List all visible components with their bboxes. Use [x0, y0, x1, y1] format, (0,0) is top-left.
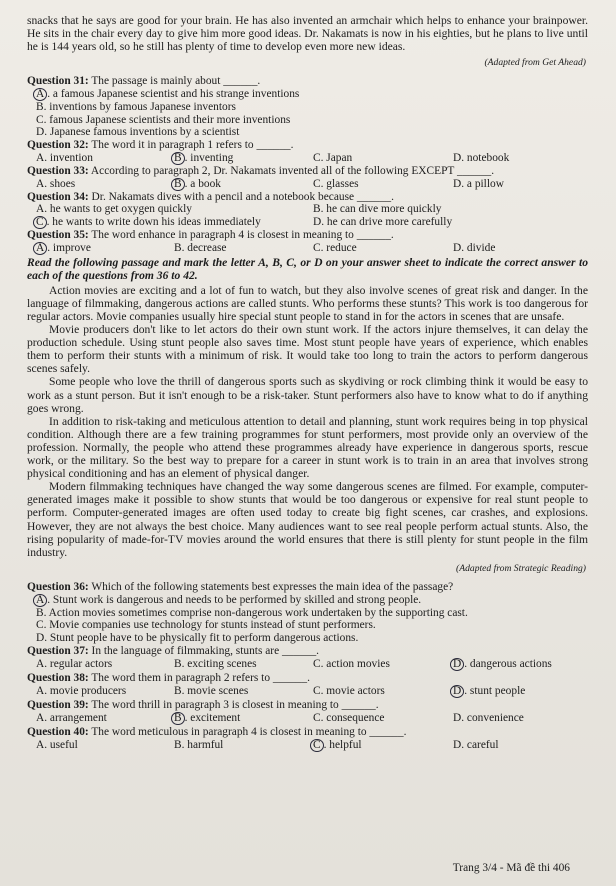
question-stem	[27, 165, 588, 178]
question-text: The passage is mainly about ______.	[88, 75, 261, 88]
answer-option[interactable]: D. Japanese famous inventions by a scientist	[36, 126, 240, 139]
answer-option[interactable]: B . a book	[165, 178, 304, 191]
answer-option[interactable]: C. action movies	[313, 658, 390, 671]
answer-option[interactable]: C. Movie companies use technology for stunts instead of stunt performers.	[36, 619, 376, 632]
section-instruction: Read the following passage and mark the letter A, B, C, or D on your answer sheet to indicate the correct answer to each of the questions from 36 to 42.	[27, 255, 588, 282]
answer-option[interactable]: A . a famous Japanese scientist and his strange inventions	[27, 88, 588, 101]
answer-option[interactable]: A. regular actors	[36, 658, 113, 671]
page-footer: Trang 3/4 - Mã đề thi 406	[452, 862, 570, 874]
answer-option[interactable]: D. Stunt people have to be physically fit to perform dangerous actions.	[36, 631, 359, 644]
question-item	[27, 581, 588, 644]
answer-option[interactable]: A. he wants to get oxygen quickly	[36, 203, 192, 216]
answer-option[interactable]: D. divide	[453, 241, 496, 254]
answer-option[interactable]: D. notebook	[453, 151, 510, 164]
intro-paragraph: snacks that he says are good for your brain. He has also invented an armchair which helps to enhance your brainpower. He sits in the chair every day to give him more good ideas. Dr. Nakamats is now in his eighties, but he plans to live until he is 144 years old, so he still has plenty of time to develop even more new ideas.	[27, 14, 588, 54]
answer-option[interactable]: D. a pillow	[453, 177, 504, 190]
question-number: Question 34:	[27, 190, 89, 203]
question-text: The word enhance in paragraph 4 is closest in meaning to ______.	[88, 228, 394, 241]
question-item	[27, 645, 588, 671]
question-stem	[27, 726, 588, 739]
answer-options	[27, 152, 588, 165]
question-number: Question 33:	[27, 164, 89, 177]
answer-options	[27, 203, 588, 229]
answer-option[interactable]: B. movie scenes	[174, 685, 249, 697]
question-text: According to paragraph 2, Dr. Nakamats invented all of the following EXCEPT ______.	[88, 164, 495, 177]
source-credit-1: (Adapted from Get Ahead)	[484, 57, 586, 69]
question-item	[27, 165, 588, 191]
question-text: The word it in paragraph 1 refers to ______.	[88, 138, 294, 151]
answer-option[interactable]: A . Stunt work is dangerous and needs to be performed by skilled and strong people.	[27, 594, 588, 607]
answer-option[interactable]: D . stunt people	[444, 685, 588, 698]
passage-paragraph: In addition to risk-taking and meticulous attention to detail and planning, stunt work requires being in top physical condition. Although there are a few training programmes for stunt performers, most provide only an overview of the profession. Normally, the people who attend these programmes already have experience in dangerous sports, rescue work, or the military. So the best way to prepare for a career in stunt work is to train in an area that involves strong physical conditioning and has an element of physical danger.	[27, 414, 588, 481]
question-group-31-35	[27, 75, 588, 255]
question-number: Question 31:	[27, 75, 89, 88]
question-item	[27, 699, 588, 725]
question-item	[27, 75, 588, 138]
question-item	[27, 229, 588, 255]
answer-option[interactable]: B . inventing	[165, 152, 304, 165]
question-text: The word thrill in paragraph 3 is closest in meaning to ______.	[88, 699, 379, 711]
answer-option[interactable]: C. consequence	[313, 711, 385, 724]
passage-paragraph: Some people who love the thrill of dangerous sports such as skydiving or rock climbing think it would be easy to work as a stunt person. But it isn't enough to be a risk-taker. Stunt performers also have to know what to do if anything goes wrong.	[27, 375, 588, 415]
question-text: The word them in paragraph 2 refers to ______.	[88, 672, 310, 685]
question-stem	[27, 229, 588, 242]
answer-options	[27, 178, 588, 191]
source-credit-2: (Adapted from Strategic Reading)	[456, 562, 586, 574]
question-item	[27, 191, 588, 229]
question-stem	[27, 191, 588, 204]
answer-option[interactable]: A. useful	[36, 738, 78, 751]
answer-option[interactable]: A. shoes	[36, 177, 76, 190]
answer-options	[27, 88, 588, 139]
answer-options	[27, 712, 588, 725]
question-number: Question 38:	[27, 672, 89, 685]
answer-option[interactable]: C . helpful	[304, 739, 444, 752]
answer-option[interactable]: A. arrangement	[36, 711, 107, 724]
question-number: Question 39:	[27, 699, 89, 711]
answer-option[interactable]: D. careful	[453, 738, 499, 751]
answer-option[interactable]: D. he can drive more carefully	[313, 215, 453, 228]
answer-option[interactable]: B. exciting scenes	[174, 658, 257, 671]
answer-option[interactable]: B. Action movies sometimes comprise non-dangerous work undertaken by the supporting cast.	[36, 606, 468, 619]
answer-option[interactable]: C. glasses	[313, 177, 359, 190]
question-number: Question 32:	[27, 138, 89, 151]
answer-option[interactable]: C. reduce	[313, 241, 357, 254]
answer-option[interactable]: C . he wants to write down his ideas immediately	[27, 216, 304, 229]
question-text: In the language of filmmaking, stunts are ______.	[88, 645, 319, 658]
question-item	[27, 726, 588, 752]
question-item	[27, 139, 588, 165]
answer-option[interactable]: B. he can dive more quickly	[313, 203, 442, 216]
question-number: Question 36:	[27, 580, 89, 593]
question-text: Dr. Nakamats dives with a pencil and a notebook because ______.	[88, 190, 394, 203]
question-number: Question 35:	[27, 228, 89, 241]
question-text: Which of the following statements best expresses the main idea of the passage?	[88, 580, 454, 593]
answer-option[interactable]: C. famous Japanese scientists and their more inventions	[36, 113, 291, 126]
question-stem	[27, 75, 588, 88]
answer-option[interactable]: D . dangerous actions	[444, 658, 588, 671]
answer-option[interactable]: A. invention	[36, 151, 93, 164]
reading-passage	[27, 284, 588, 559]
question-stem	[27, 699, 588, 712]
answer-option[interactable]: C. movie actors	[313, 685, 385, 697]
answer-options	[27, 685, 588, 698]
passage-paragraph: Action movies are exciting and a lot of fun to watch, but they also involve scenes of great risk and danger. In the language of filmmaking, dangerous actions are called stunts. Who performs these stunts? This work is too dangerous for regular actors. Movie companies usually hire special stunt people to stand in for the actors in scenes that are unsafe.	[27, 283, 588, 323]
answer-option[interactable]: D. convenience	[453, 711, 524, 724]
answer-option[interactable]: A. movie producers	[36, 685, 127, 697]
answer-options	[27, 594, 588, 645]
answer-option[interactable]: A . improve	[27, 242, 165, 255]
answer-option[interactable]: B. decrease	[174, 241, 227, 254]
answer-option[interactable]: B. harmful	[174, 738, 224, 751]
question-stem	[27, 672, 588, 685]
question-text: The word meticulous in paragraph 4 is closest in meaning to ______.	[88, 725, 407, 738]
question-group-36-40	[27, 581, 588, 752]
answer-option[interactable]: C. Japan	[313, 151, 353, 164]
question-item	[27, 672, 588, 698]
question-stem	[27, 645, 588, 658]
question-stem	[27, 581, 588, 594]
answer-option[interactable]: B. inventions by famous Japanese inventors	[36, 101, 236, 114]
question-stem	[27, 139, 588, 152]
answer-options	[27, 242, 588, 255]
answer-options	[27, 658, 588, 671]
question-number: Question 40:	[27, 725, 89, 738]
answer-option[interactable]: B . excitement	[165, 712, 304, 725]
passage-paragraph: Movie producers don't like to let actors do their own stunt work. If the actors injure themselves, it can delay the production schedule. Using stunt people also saves time. Most stunt people have years of experience, which enables them to perform their stunts with a minimum of risk. It would take too long to train the actors to perform dangerous scenes safely.	[27, 323, 588, 376]
passage-paragraph: Modern filmmaking techniques have changed the way some dangerous scenes are filmed. For example, computer-generated images make it possible to show stunts that would be too dangerous or expensive for real stunt people to perform. Computer-generated images are often used today to create big fight scenes, car crashes, and explosions. However, they are not always the best choice. Many audiences want to see real people perform actual stunts. Also, the rising popularity of made-for-TV movies around the world ensures that there is still plenty for stunt people in the film industry.	[27, 480, 588, 559]
question-number: Question 37:	[27, 645, 89, 658]
answer-options	[27, 739, 588, 752]
